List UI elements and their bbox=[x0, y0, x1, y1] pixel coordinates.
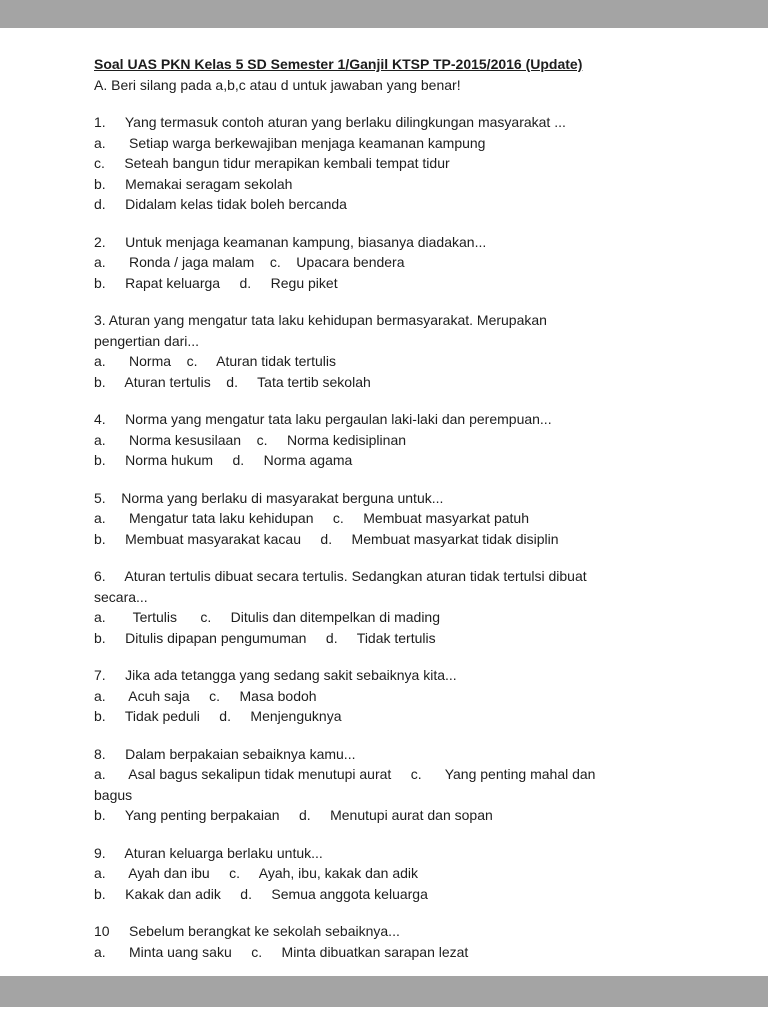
question-line: b. Memakai seragam sekolah bbox=[94, 175, 293, 192]
question-line: a. Norma kesusilaan c. Norma kedisiplinan bbox=[94, 431, 407, 448]
question-line: c. Seteah bangun tidur merapikan kembali tempat tidur bbox=[94, 155, 450, 171]
question-block-6 bbox=[94, 566, 676, 648]
question-line: a. Mengatur tata laku kehidupan c. Membuat masyarkat patuh bbox=[94, 510, 530, 526]
question-line: 6. Aturan tertulis dibuat secara tertulis. Sedangkan aturan tidak tertulsi dibuat bbox=[94, 568, 587, 584]
question-block-2 bbox=[94, 232, 676, 294]
question-line: b. Rapat keluarga d. Regu piket bbox=[94, 274, 338, 291]
question-line: a. Acuh saja c. Masa bodoh bbox=[94, 687, 317, 704]
question-line: 1. Yang termasuk contoh aturan yang berlaku dilingkungan masyarakat ... bbox=[94, 114, 566, 130]
question-line: a. Norma c. Aturan tidak tertulis bbox=[94, 353, 336, 369]
question-line: a. Minta uang saku c. Minta dibuatkan sarapan lezat bbox=[94, 943, 469, 960]
question-line: b. Ditulis dipapan pengumuman d. Tidak tertulis bbox=[94, 629, 436, 646]
question-line: 4. Norma yang mengatur tata laku pergaulan laki-laki dan perempuan... bbox=[94, 411, 552, 427]
question-line: d. Didalam kelas tidak boleh bercanda bbox=[94, 196, 347, 212]
question-block-9 bbox=[94, 843, 676, 905]
question-line: b. Yang penting berpakaian d. Menutupi aurat dan sopan bbox=[94, 807, 493, 823]
question-line: 2. Untuk menjaga keamanan kampung, biasanya diadakan... bbox=[94, 233, 487, 250]
question-line: a. Tertulis c. Ditulis dan ditempelkan di mading bbox=[94, 609, 441, 625]
question-line: a. Setiap warga berkewajiban menjaga keamanan kampung bbox=[94, 134, 486, 151]
question-block-4 bbox=[94, 409, 676, 471]
question-line: 3. Aturan yang mengatur tata laku kehidupan bermasyarakat. Merupakan bbox=[94, 312, 547, 328]
question-line: b. Membuat masyarakat kacau d. Membuat masyarkat tidak disiplin bbox=[94, 530, 559, 547]
question-line: a. Asal bagus sekalipun tidak menutupi aurat c. Yang penting mahal dan bbox=[94, 766, 596, 782]
question-block-8 bbox=[94, 744, 676, 826]
question-line: pengertian dari... bbox=[94, 332, 200, 349]
questions bbox=[94, 112, 676, 962]
question-block-10 bbox=[94, 921, 676, 962]
question-line: 8. Dalam berpakaian sebaiknya kamu... bbox=[94, 745, 356, 762]
question-line: 10 Sebelum berangkat ke sekolah sebaiknya... bbox=[94, 923, 400, 939]
next-page-edge bbox=[0, 1007, 768, 1024]
question-line: 7. Jika ada tetangga yang sedang sakit sebaiknya kita... bbox=[94, 667, 457, 683]
question-line: b. Kakak dan adik d. Semua anggota keluarga bbox=[94, 885, 428, 902]
question-line: a. Ayah dan ibu c. Ayah, ibu, kakak dan adik bbox=[94, 865, 419, 881]
question-line: 5. Norma yang berlaku di masyarakat berguna untuk... bbox=[94, 489, 444, 506]
document-title: Soal UAS PKN Kelas 5 SD Semester 1/Ganjil KTSP TP-2015/2016 (Update) bbox=[94, 56, 583, 72]
question-line: b. Aturan tertulis d. Tata tertib sekolah bbox=[94, 373, 371, 390]
question-line: 9. Aturan keluarga berlaku untuk... bbox=[94, 844, 323, 861]
question-block-1 bbox=[94, 112, 676, 215]
question-line: secara... bbox=[94, 588, 148, 605]
question-block-3 bbox=[94, 310, 676, 392]
question-block-7 bbox=[94, 665, 676, 727]
question-line: bagus bbox=[94, 786, 133, 803]
instruction-line: A. Beri silang pada a,b,c atau d untuk jawaban yang benar! bbox=[94, 76, 461, 93]
question-line: b. Tidak peduli d. Menjenguknya bbox=[94, 708, 342, 724]
page-content bbox=[0, 28, 768, 962]
document-page bbox=[0, 28, 768, 976]
question-line: a. Ronda / jaga malam c. Upacara bendera bbox=[94, 254, 405, 270]
question-line: b. Norma hukum d. Norma agama bbox=[94, 452, 353, 468]
question-block-5 bbox=[94, 488, 676, 550]
